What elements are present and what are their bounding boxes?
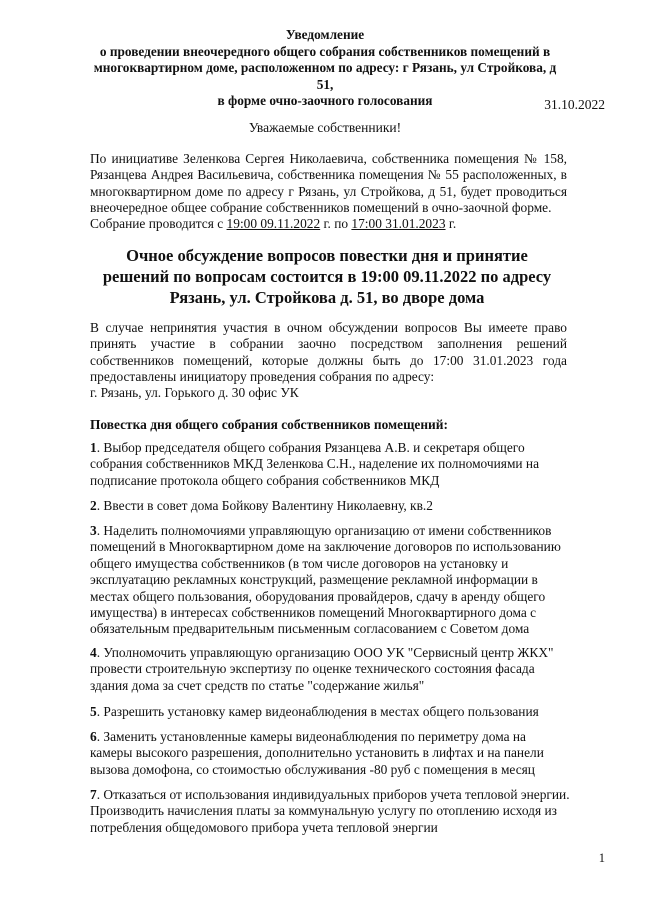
agenda-item-number: 4 (90, 645, 97, 660)
agenda-item (90, 440, 570, 489)
heading-line-1: Уведомление (285, 27, 365, 42)
page-number: 1 (598, 851, 605, 865)
agenda-item-number: 7 (90, 787, 97, 802)
meeting-period (90, 216, 567, 232)
period-mid: г. по (320, 216, 352, 232)
meeting-announcement: Очное обсуждение вопросов повестки дня и принятие решений по вопросам состоится в 19:00 09.11.2022 по адресу Рязань, ул. Стройкова д. 51, во дворе дома (102, 246, 552, 307)
agenda-item (90, 729, 570, 778)
absentee-text: В случае непринятия участия в очном обсуждении вопросов Вы имеете право принять участие в собрании заочно посредством заполнения решений собственников помещений, которые должны быть до 17:00 31.01.2023 года предоставлены инициатору проведения собрания по адресу: (90, 320, 567, 384)
period-end: 17:00 31.01.2023 (351, 216, 446, 232)
heading-line-2: о проведении внеочередного общего собрания собственников помещений в (99, 43, 551, 59)
agenda-item (90, 704, 570, 720)
agenda-item-number: 2 (90, 498, 97, 513)
agenda-item-text: . Отказаться от использования индивидуальных приборов учета тепловой энергии. Производить начисления платы за коммунальную услугу по отоплению исходя из потребления общедомового прибора учета тепловой энергии (90, 787, 570, 835)
agenda-item-text: . Уполномочить управляющую организацию ООО УК "Сервисный центр ЖКХ" провести строительную экспертизу по оценке технического состояния фасада здания дома за счет средств по статье "содержание жилья" (90, 645, 554, 693)
agenda-item (90, 645, 570, 694)
agenda-item-text: . Выбор председателя общего собрания Рязанцева А.В. и секретаря общего собрания собственников МКД Зеленкова С.Н., наделение их полномочиями на подписание протокола общего собрания собственников МКД (90, 440, 540, 488)
agenda-item-text: . Заменить установленные камеры видеонаблюдения по периметру дома на камеры высокого разрешения, дополнительно установить в лифтах и на панели вызова домофона, со стоимостью обслуживания -80 руб с помещения в месяц (90, 729, 544, 777)
notice-heading (90, 27, 560, 110)
greeting: Уважаемые собственники! (248, 120, 402, 135)
intro-paragraph (90, 151, 567, 232)
agenda-item-number: 3 (90, 523, 97, 538)
period-prefix: Собрание проводится с (90, 216, 227, 232)
period-start: 19:00 09.11.2022 (226, 216, 321, 232)
absentee-address: г. Рязань, ул. Горького д. 30 офис УК (90, 385, 299, 401)
agenda-item-text: . Наделить полномочиями управляющую организацию от имени собственников помещений в Многоквартирном доме на заключение договоров по использованию общего имущества собственников (в том числе договоров на установку и эксплуатацию рекламных конструкций, размещение рекламной информации в местах общего пользования, оборудования провайдеров, сдачу в аренду общего имущества) в интересах собственников помещений Многоквартирного дома с обязательным предварительным письменным согласованием с Советом дома (90, 523, 561, 637)
notice-date: 31.10.2022 (544, 97, 605, 112)
agenda-item-number: 1 (90, 440, 97, 455)
agenda-item-text: . Ввести в совет дома Бойкову Валентину Николаевну, кв.2 (96, 498, 433, 513)
agenda-title: Повестка дня общего собрания собственников помещений: (90, 417, 448, 432)
intro-text: По инициативе Зеленкова Сергея Николаевича, собственника помещения № 158, Рязанцева Андрея Васильевича, собственника помещения № 55 расположенных, в многоквартирном доме по адресу г Рязань, ул Стройкова, д 51, будет проводиться внеочередное общее собрание собственников помещений в очно-заочной форме. (90, 151, 567, 215)
agenda-item (90, 787, 570, 836)
agenda-item-text: . Разрешить установку камер видеонаблюдения в местах общего пользования (96, 704, 539, 719)
heading-line-3: многоквартирном доме, расположенном по адресу: г Рязань, ул Стройкова, д 51, (93, 60, 557, 92)
agenda-item-number: 5 (90, 704, 97, 719)
agenda-item (90, 498, 570, 514)
period-suffix: г. (445, 216, 457, 232)
agenda-item (90, 523, 570, 638)
agenda-item-number: 6 (90, 729, 97, 744)
absentee-paragraph (90, 320, 567, 401)
heading-line-4: в форме очно-заочного голосования (217, 93, 433, 108)
